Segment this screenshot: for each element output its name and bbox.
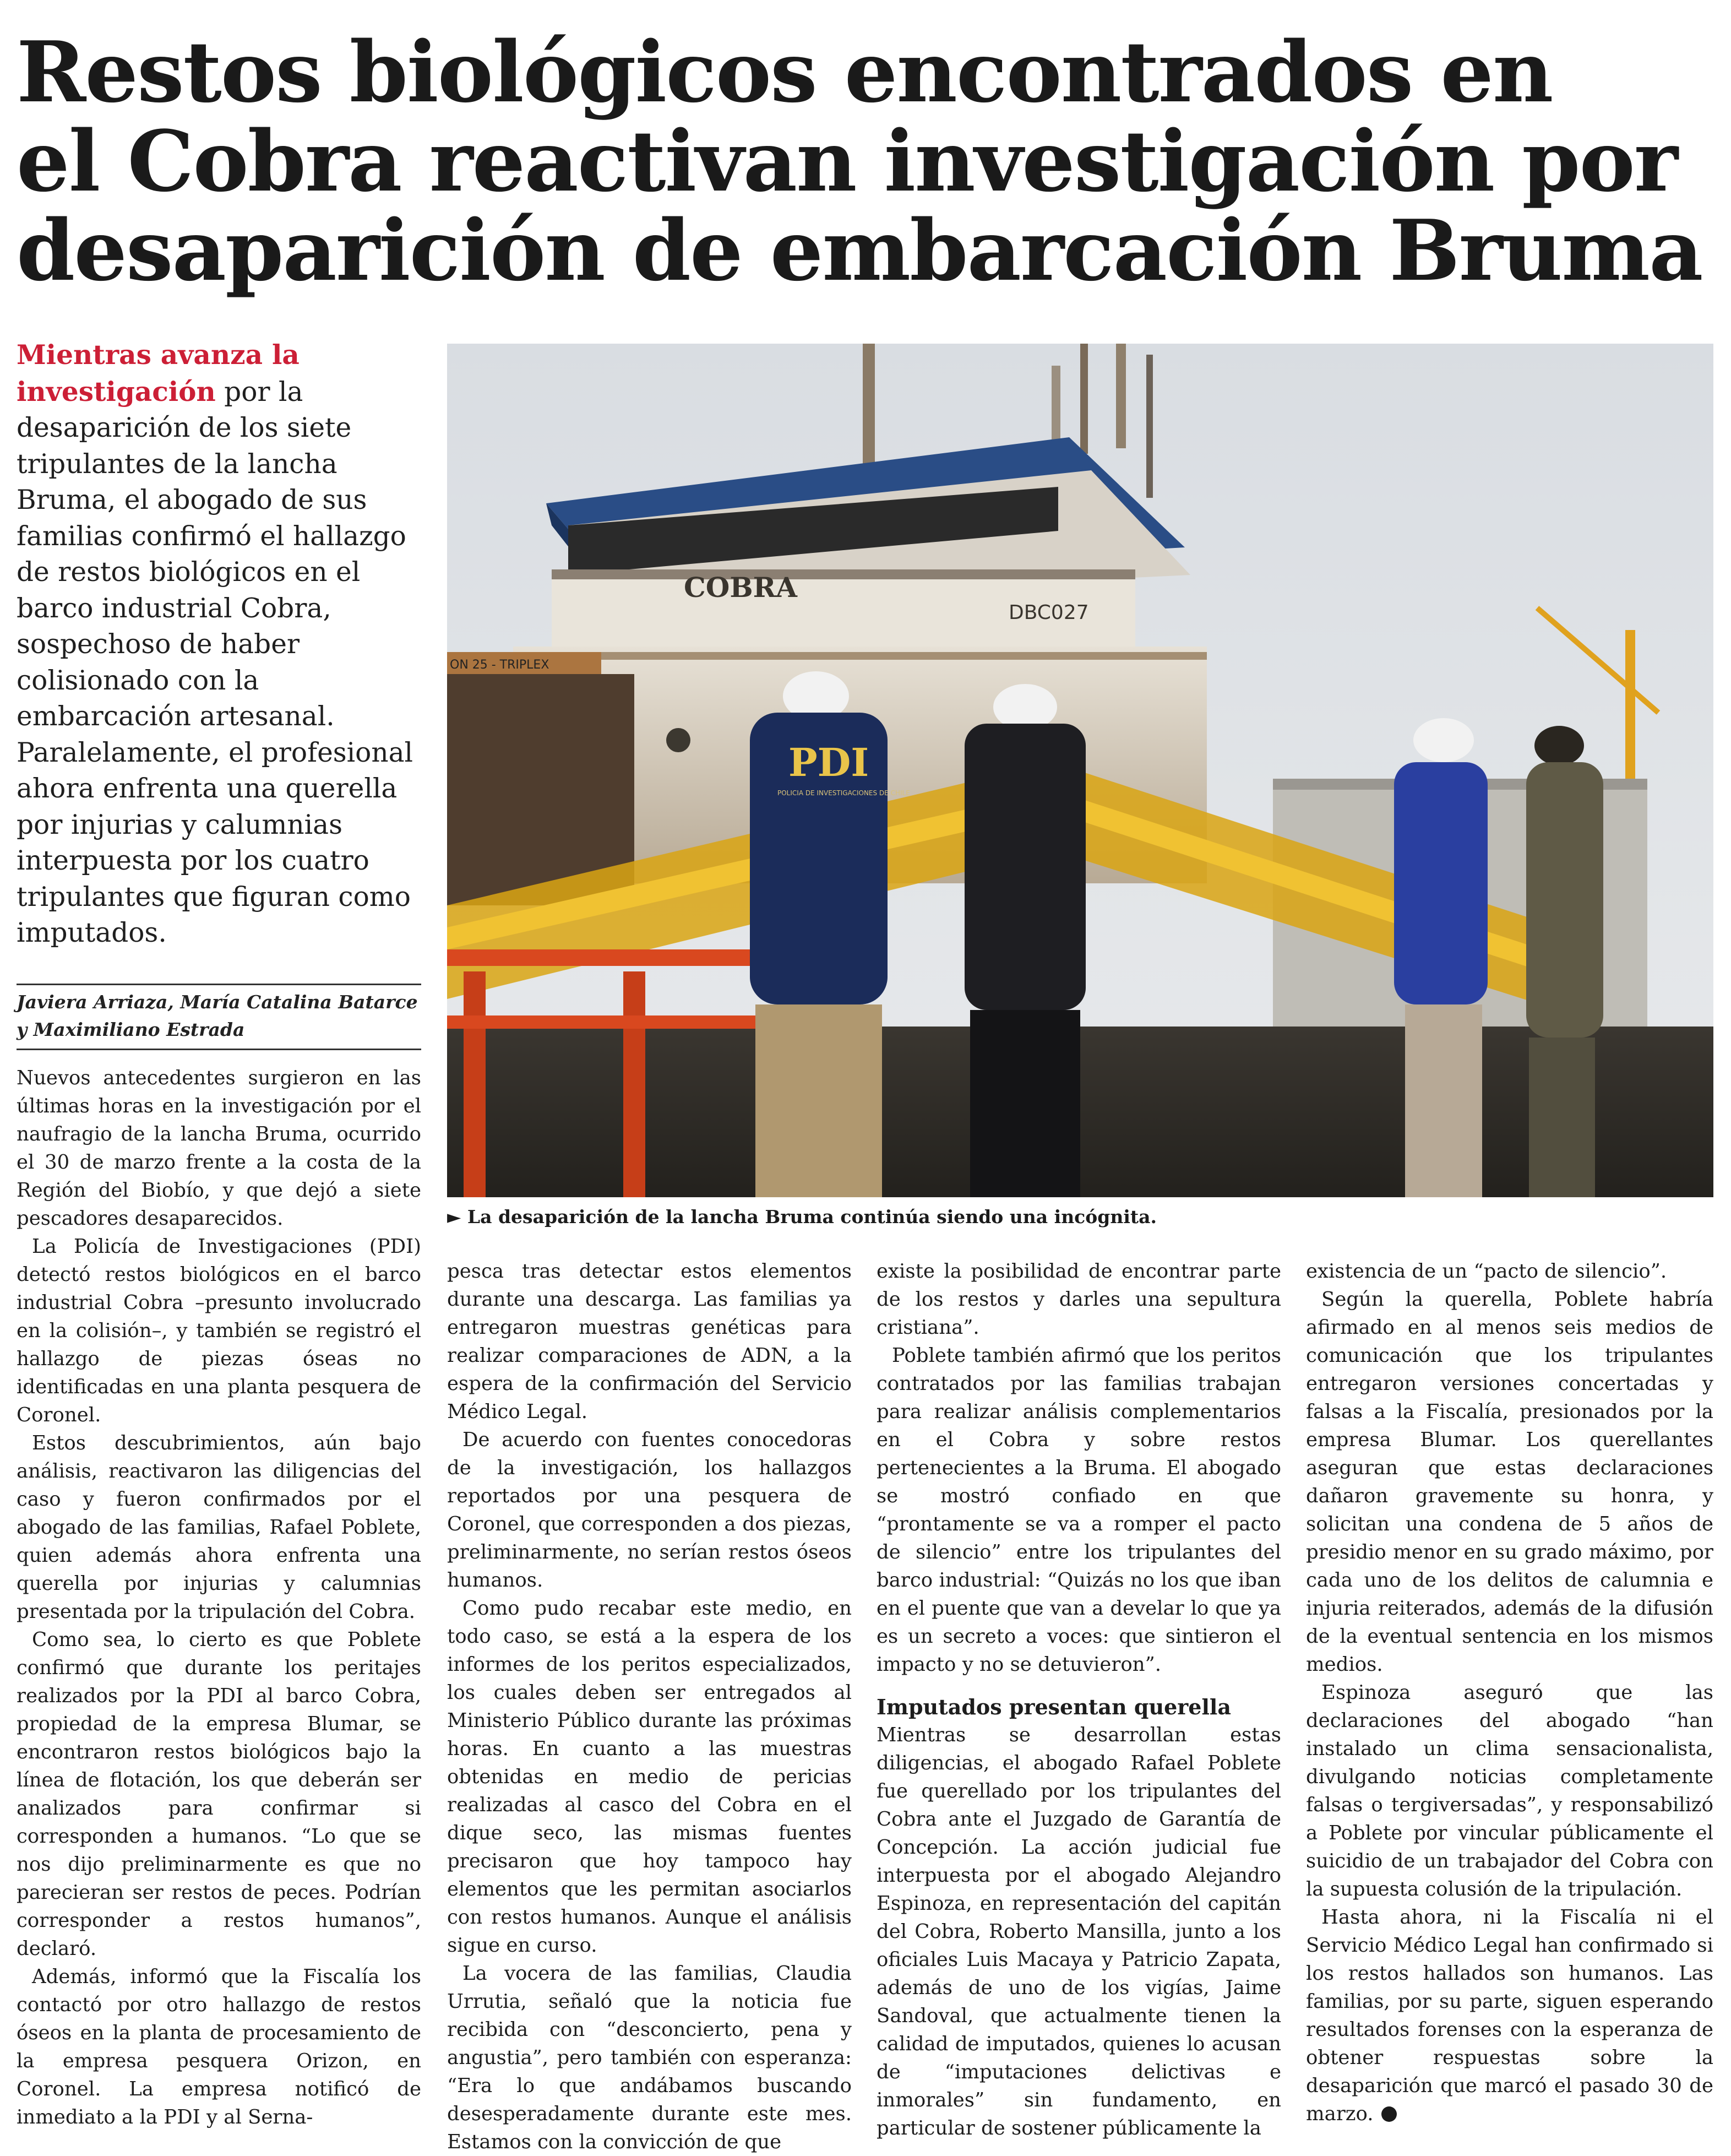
byline-authors-1: Javiera Arriaza, María Catalina Batarce [17,991,418,1013]
paragraph: La Policía de Investigaciones (PDI) detectó restos biológicos en el barco industrial Cobra –presunto involucrado en la colisión–, y también se registró el hallazgo de piezas óseas no identificadas en una planta pesquera de Coronel. [17,1235,421,1426]
paragraph: existencia de un “pacto de silencio”. [1306,1260,1667,1283]
photo-caption [447,1205,1713,1229]
final-paragraph-text: Hasta ahora, ni la Fiscalía ni el Servicio Médico Legal han confirmado si los restos hallados son humanos. Las familias, por su parte, siguen esperando resultados forenses con la esperanza de obtener respuestas sobre la desaparición que marcó el pasado 30 de marzo. [1306,1906,1713,2125]
paragraph: Poblete también afirmó que los peritos contratados por las familias trabajan para realizar análisis complementarios en el Cobra y sobre restos pertenecientes a la Bruma. El abogado se mostró confiado en que “prontamente se va a romper el pacto de silencio” entre los tripulantes del barco industrial: “Quizás no los que iban en el puente que van a develar lo que ya es un secreto a voces: que sintieron el impacto y no se detuvieron”. [877,1344,1281,1676]
paragraph: Como pudo recabar este medio, en todo caso, se está a la espera de los informes de los peritos especializados, los cuales deben ser entregados al Ministerio Público durante las próximas horas. En cuanto a las muestras obtenidas en medio de pericias realizadas al casco del Cobra en el dique seco, las mismas fuentes precisaron que hoy tampoco hay elementos que les permitan asociarlos con restos humanos. Aunque el análisis sigue en curso. [447,1597,852,1957]
photo-ship-name: COBRA [684,571,797,604]
caption-text: La desaparición de la lancha Bruma continúa siendo una incógnita. [467,1206,1157,1228]
caption-marker: ► [447,1206,461,1228]
body-column-2 [447,1257,852,2156]
byline-top-rule [17,984,421,985]
headline [17,23,1712,300]
byline-authors-2: y Maximiliano Estrada [17,1019,245,1040]
paragraph: pesca tras detectar estos elementos durante una descarga. Las familias ya entregaron muestras genéticas para realizar comparaciones de ADN, a la espera de la confirmación del Servicio Médico Legal. [447,1260,852,1423]
photo-jacket-text: PDI [788,740,869,785]
paragraph: Mientras se desarrollan estas diligencias, el abogado Rafael Poblete fue querellado por los tripulantes del Cobra ante el Juzgado de Garantía de Concepción. La acción judicial fue interpuesta por el abogado Alejandro Espinoza, en representación del capitán del Cobra, Roberto Mansilla, junto a los oficiales Luis Macaya y Patricio Zapata, además de uno de los vigías, Jaime Sandoval, que actualmente tienen la calidad de imputados, quienes lo acusan de “imputaciones delictivas e inmorales” sin fundamento, en particular de sostener públicamente la [877,1724,1281,2139]
photo-crane-marking: ON 25 - TRIPLEX [450,658,549,672]
end-mark-icon [1381,2106,1397,2122]
paragraph: De acuerdo con fuentes conocedoras de la investigación, los hallazgos reportados por una pesquera de Coronel, que corresponden a dos piezas, preliminarmente, no serían restos óseos humanos. [447,1429,852,1592]
body-column-1 [17,1064,421,2131]
paragraph: existe la posibilidad de encontrar parte de los restos y darles una sepultura cristiana”. [877,1260,1281,1339]
paragraph: Nuevos antecedentes surgieron en las últimas horas en la investigación por el naufragio de la lancha Bruma, ocurrido el 30 de marzo frente a la costa de la Región del Biobío, y que dejó a siete pescadores desaparecidos. [17,1067,421,1230]
paragraph: Espinoza aseguró que las declaraciones del abogado “han instalado un clima sensacionalista, divulgando noticias completamente falsas o tergiversadas”, y responsabilizó a Poblete por vincular públicamente el suicidio de un trabajador del Cobra con la supuesta colusión de la tripulación. [1306,1681,1713,1900]
paragraph: Como sea, lo cierto es que Poblete confirmó que durante los peritajes realizados por la PDI al barco Cobra, propiedad de la empresa Blumar, se encontraron restos biológicos bajo la línea de flotación, los que deberán ser analizados para confirmar si corresponden a humanos. “Lo que se nos dijo preliminarmente es que no parecieran ser restos de peces. Podrían corresponder a restos humanos”, declaró. [17,1628,421,1960]
byline-bottom-rule [17,1049,421,1050]
headline-line-2: el Cobra reactivan investigación por [17,112,1677,210]
paragraph: Estos descubrimientos, aún bajo análisis, reactivaron las diligencias del caso y fueron confirmados por el abogado de las familias, Rafael Poblete, quien además ahora enfrenta una querella por injurias y calumnias presentada por la tripulación del Cobra. [17,1432,421,1623]
lead-highlight: Mientras avanza la investigación [17,339,300,408]
body-column-4 [1306,1257,1713,2128]
lead-text: por la desaparición de los siete tripulantes de la lancha Bruma, el abogado de sus familias confirmó el hallazgo de restos biológicos en el barco industrial Cobra, sospechoso de haber colisionado con la embarcación artesanal. Paralelamente, el profesional ahora enfrenta una querella por injurias y calumnias interpuesta por los cuatro tripulantes que figuran como imputados. [17,376,413,948]
paragraph: La vocera de las familias, Claudia Urrutia, señaló que la noticia fue recibida con “desconcierto, pena y angustia”, pero también con esperanza: “Era lo que andábamos buscando desesperadamente durante este mes. Estamos con la convicción de que [447,1962,852,2153]
article-photo [447,344,1713,1197]
paragraph [1306,1903,1713,2128]
byline [17,989,427,1044]
headline-line-1: Restos biológicos encontrados en [17,23,1553,121]
photo-hull-code: DBC027 [1009,601,1089,624]
subheading: Imputados presentan querella [877,1695,1231,1719]
photo-jacket-small-text: POLICIA DE INVESTIGACIONES DE CHILE [777,789,910,797]
paragraph: Además, informó que la Fiscalía los contactó por otro hallazgo de restos óseos en la planta de procesamiento de la empresa pesquera Orizon, en Coronel. La empresa notificó de inmediato a la PDI y al Serna- [17,1965,421,2128]
body-column-3 [877,1257,1281,2142]
paragraph: Según la querella, Poblete habría afirmado en al menos seis medios de comunicación que los tripulantes entregaron versiones concertadas y falsas a la Fiscalía, presionados por la empresa Blumar. Los querellantes aseguran que estas declaraciones dañaron gravemente su honra, y solicitan una condena de 5 años de presidio menor en su grado máximo, por cada uno de los delitos de calumnia e injuria reiterados, además de la difusión de la eventual sentencia en los mismos medios. [1306,1288,1713,1676]
lead-paragraph [17,337,427,952]
headline-line-3: desaparición de embarcación Bruma [17,201,1702,300]
